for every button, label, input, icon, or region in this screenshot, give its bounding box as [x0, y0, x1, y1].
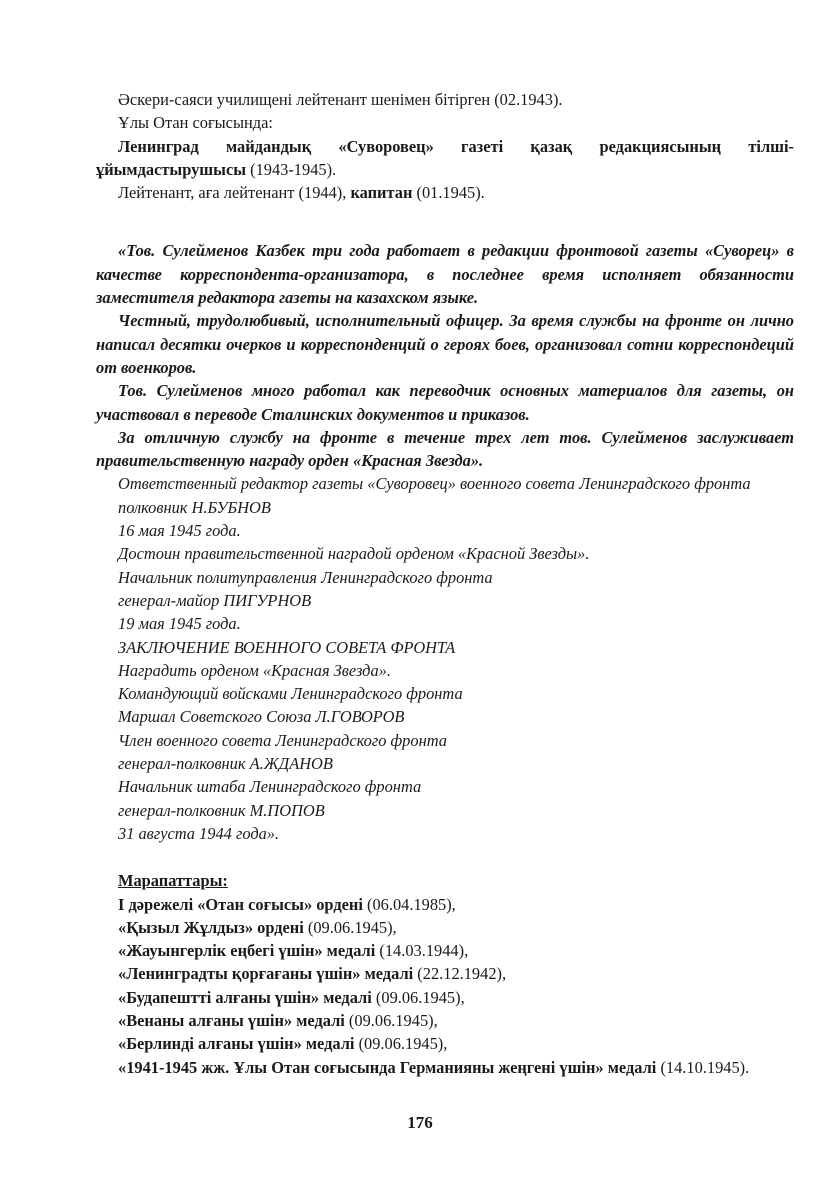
citation-paragraph: За отличную службу на фронте в течение трех лет тов. Сулейменов заслуживает правительственную награду орден «Красная Звезда». [96, 427, 794, 471]
signature-line: Маршал Советского Союза Л.ГОВОРОВ [118, 707, 405, 727]
award-item [96, 962, 794, 985]
page-number: 176 [407, 1113, 433, 1132]
spacer [96, 845, 794, 869]
award-date: (06.04.1985), [362, 894, 456, 914]
position-line [96, 135, 794, 182]
award-item [96, 916, 794, 939]
signature-line: 16 мая 1945 года. [118, 521, 241, 541]
award-item [96, 893, 794, 916]
award-item [96, 1032, 794, 1055]
position-years: (1943-1945). [246, 159, 337, 179]
citation-paragraph: «Тов. Сулейменов Казбек три года работает в редакции фронтовой газеты «Суворец» в качестве корреспондента-организатора, в последнее время исполняет обязанности заместителя редактора газеты на казахском языке. [96, 241, 794, 308]
award-name: I дәрежелі «Отан соғысы» ордені [118, 894, 363, 914]
war-line: Ұлы Отан соғысында: [118, 113, 273, 133]
award-date: (09.06.1945), [371, 987, 465, 1007]
signature-line: Член военного совета Ленинградского фронта [118, 730, 447, 750]
signature-line: генерал-майор ПИГУРНОВ [118, 590, 312, 610]
signature-line: Командующий войсками Ленинградского фронта [118, 684, 463, 704]
award-item [96, 939, 794, 962]
award-name: «Будапештті алғаны үшін» медалі [118, 987, 372, 1007]
award-item [96, 1009, 794, 1032]
award-date: (09.06.1945), [354, 1034, 448, 1054]
award-item [96, 1056, 794, 1079]
ranks-pre: Лейтенант, аға лейтенант (1944), [118, 183, 351, 203]
award-date: (22.12.1942), [413, 964, 507, 984]
award-name: «Берлинді алғаны үшін» медалі [118, 1034, 355, 1054]
award-name: «Ленинградты қорғағаны үшін» медалі [118, 964, 414, 984]
ranks-line [96, 181, 794, 204]
citation-paragraph: Тов. Сулейменов много работал как переводчик основных материалов для газеты, он участвовал в переводе Сталинских документов и приказов. [96, 381, 794, 424]
award-name: «1941-1945 жж. Ұлы Отан соғысында Германияны жеңгені үшін» медалі [118, 1057, 657, 1077]
award-item [96, 986, 794, 1009]
spacer [96, 204, 794, 239]
signature-line: Начальник штаба Ленинградского фронта [118, 777, 422, 797]
school-line: Әскери-саяси училищені лейтенант шенімен бітірген (02.1943). [118, 90, 563, 109]
signature-line: генерал-полковник М.ПОПОВ [118, 800, 325, 820]
award-name: «Венаны алғаны үшін» медалі [118, 1010, 345, 1030]
ranks-bold: капитан [350, 183, 413, 203]
awards-heading [96, 869, 794, 892]
position-bold: Ленинград майдандық «Суворовец» газеті қазақ редакциясының тілші-ұйымдастырушысы [96, 136, 794, 179]
signature-line: Достоин правительственной наградой орденом «Красной Звезды». [118, 544, 590, 564]
ranks-post: (01.1945). [412, 183, 485, 203]
signature-line: полковник Н.БУБНОВ [118, 497, 271, 517]
award-name: «Жауынгерлік еңбегі үшін» медалі [118, 941, 376, 961]
award-date: (09.06.1945), [344, 1010, 438, 1030]
signature-line: Начальник политуправления Ленинградского фронта [118, 567, 493, 587]
signature-line: Наградить орденом «Красная Звезда». [118, 660, 391, 680]
awards-heading-text: Марапаттары: [118, 871, 228, 891]
citation-paragraph: Честный, трудолюбивый, исполнительный офицер. За время службы на фронте он лично написал десятки очерков и корреспонденций о героях боев, организовал сотни корреспондеций от военкоров. [96, 311, 794, 377]
document-page [96, 88, 794, 1079]
award-date: (14.03.1944), [375, 941, 469, 961]
signature-line: 19 мая 1945 года. [118, 614, 241, 634]
award-name: «Қызыл Жұлдыз» ордені [118, 917, 304, 937]
award-date: (14.10.1945). [656, 1057, 750, 1077]
signature-line: 31 августа 1944 года». [118, 823, 280, 843]
signature-line: ЗАКЛЮЧЕНИЕ ВОЕННОГО СОВЕТА ФРОНТА [118, 637, 456, 657]
award-date: (09.06.1945), [303, 917, 397, 937]
signature-line: генерал-полковник А.ЖДАНОВ [118, 754, 333, 774]
signature-head: Ответственный редактор газеты «Суворовец» военного совета Ленинградского фронта [118, 474, 751, 494]
